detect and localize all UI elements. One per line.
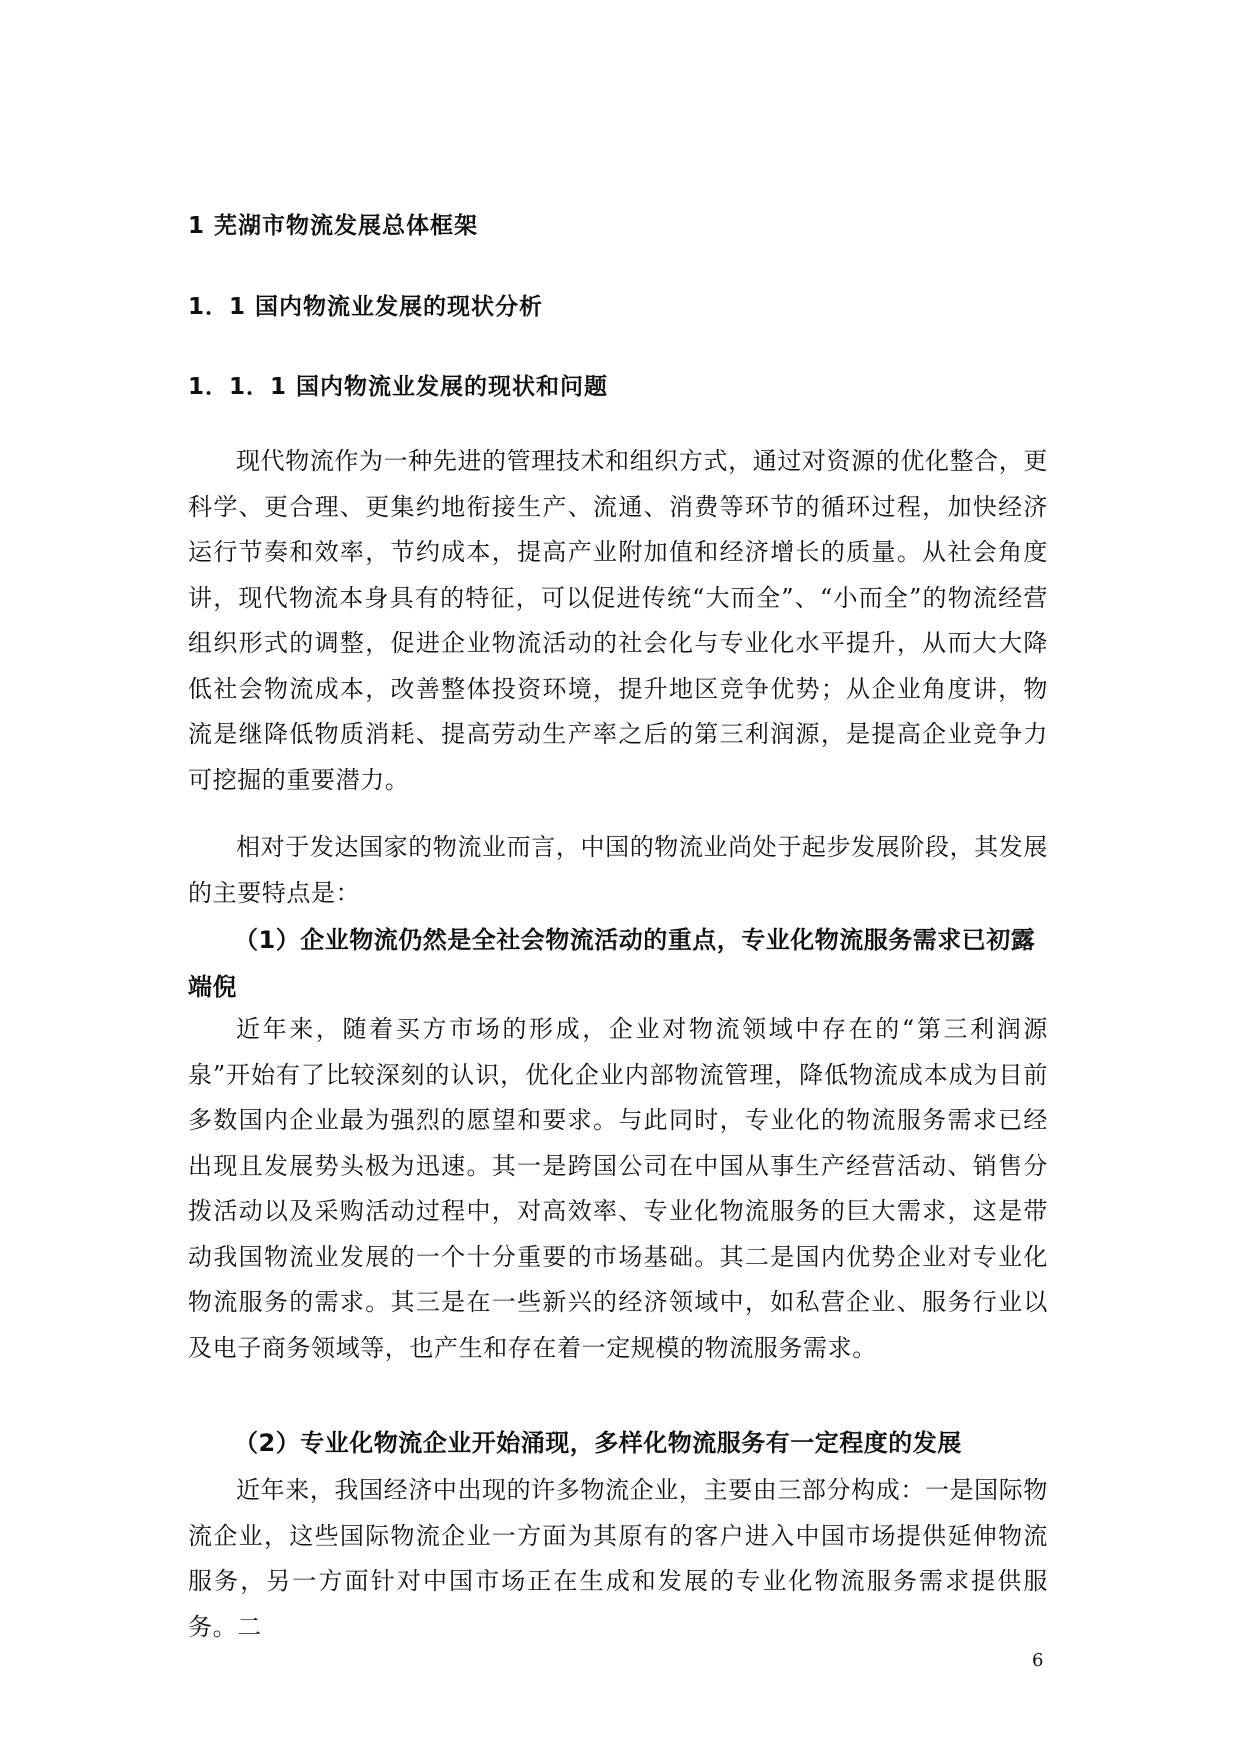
page-number: 6	[1032, 1650, 1044, 1671]
subsection-heading: 1．1．1 国内物流业发展的现状和问题	[188, 374, 609, 400]
chapter-heading: 1 芜湖市物流发展总体框架	[188, 213, 479, 239]
point-heading-2: （2）专业化物流企业开始涌现，多样化物流服务有一定程度的发展	[234, 1429, 962, 1457]
paragraph-point-2: 近年来，我国经济中出现的许多物流企业，主要由三部分构成：一是国际物流企业，这些国际物流企业一方面为其原有的客户进入中国市场提供延伸物流服务，另一方面针对中国市场正在生成和发展的专业化物流服务需求提供服务。二	[188, 1476, 1048, 1641]
paragraph-point-1: 近年来，随着买方市场的形成，企业对物流领域中存在的“第三利润源泉”开始有了比较深刻的认识，优化企业内部物流管理，降低物流成本成为目前多数国内企业最为强烈的愿望和要求。与此同时，专业化的物流服务需求已经出现且发展势头极为迅速。其一是跨国公司在中国从事生产经营活动、销售分拨活动以及采购活动过程中，对高效率、专业化物流服务的巨大需求，这是带动我国物流业发展的一个十分重要的市场基础。其二是国内优势企业对专业化物流服务的需求。其三是在一些新兴的经济领域中，如私营企业、服务行业以及电子商务领域等，也产生和存在着一定规模的物流服务需求。	[188, 1015, 1048, 1362]
section-heading: 1．1 国内物流业发展的现状分析	[188, 294, 544, 320]
paragraph-features: 相对于发达国家的物流业而言，中国的物流业尚处于起步发展阶段，其发展的主要特点是：	[188, 833, 1048, 907]
point-heading-1: （1）企业物流仍然是全社会物流活动的重点，专业化物流服务需求已初露端倪	[188, 926, 1036, 1001]
paragraph-intro: 现代物流作为一种先进的管理技术和组织方式，通过对资源的优化整合，更科学、更合理、更集约地衔接生产、流通、消费等环节的循环过程，加快经济运行节奏和效率，节约成本，提高产业附加值和经济增长的质量。从社会角度讲，现代物流本身具有的特征，可以促进传统“大而全”、“小而全”的物流经营组织形式的调整，促进企业物流活动的社会化与专业化水平提升，从而大大降低社会物流成本，改善整体投资环境，提升地区竞争优势；从企业角度讲，物流是继降低物质消耗、提高劳动生产率之后的第三利润源，是提高企业竞争力可挖掘的重要潜力。	[188, 447, 1048, 794]
